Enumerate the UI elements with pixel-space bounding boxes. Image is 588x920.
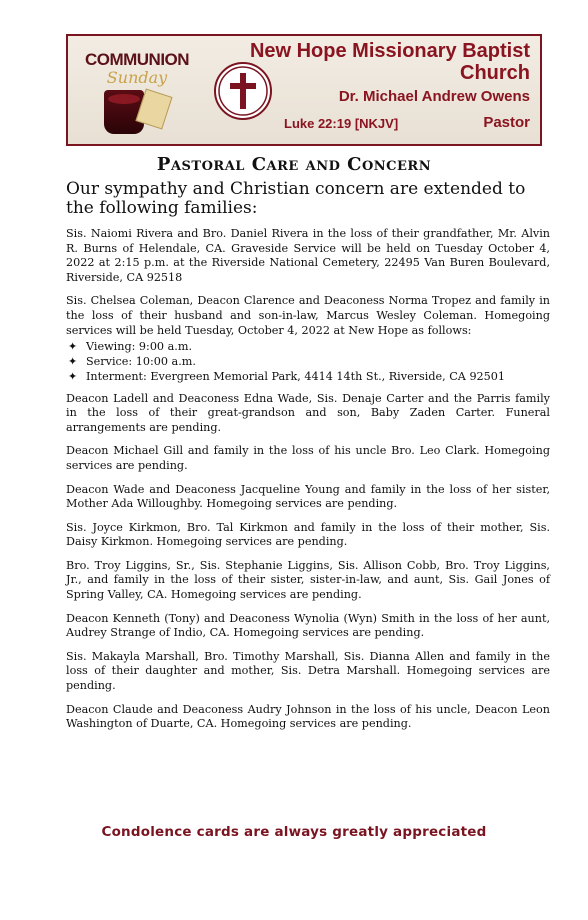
service-detail-text: Viewing: 9:00 a.m. [86, 340, 192, 354]
service-detail-item [66, 355, 550, 370]
concern-paragraph: Deacon Kenneth (Tony) and Deaconess Wynolia (Wyn) Smith in the loss of her aunt, Audrey Strange of Indio, CA. Homegoing services are pending. [66, 611, 550, 640]
pastor-name: Dr. Michael Andrew Owens [338, 88, 530, 105]
four-point-star-icon: ✦ [68, 354, 78, 368]
pastor-title: Pastor [483, 114, 530, 131]
condolence-note: Condolence cards are always greatly appreciated [101, 824, 487, 840]
concerns-list [66, 227, 550, 741]
concern-paragraph: Bro. Troy Liggins, Sr., Sis. Stephanie Liggins, Sis. Allison Cobb, Bro. Troy Liggins, Jr., and family in the loss of their sister, sister-in-law, and aunt, Sis. Gail Jones of Spring Valley, CA. Homegoing services are pending. [66, 558, 550, 602]
church-name: New Hope Missionary Baptist Church [249, 40, 530, 84]
service-detail-item [66, 340, 550, 355]
communion-subtitle: Sunday [106, 68, 168, 87]
service-detail-item [66, 370, 550, 385]
intro-text: Our sympathy and Christian concern are extended to the following families: [66, 179, 526, 218]
concern-paragraph: Sis. Chelsea Coleman, Deacon Clarence and Deaconess Norma Tropez and family in the loss of their husband and son-in-law, Marcus Wesley Coleman. Homegoing services will be held Tuesday, October 4, 2022 at New Hope as follows: [66, 294, 550, 337]
communion-sunday-graphic [74, 42, 198, 140]
four-point-star-icon: ✦ [68, 340, 78, 354]
service-detail-text: Interment: Evergreen Memorial Park, 4414 14th St., Riverside, CA 92501 [86, 369, 506, 383]
communion-title: COMMUNION [84, 50, 190, 69]
concern-paragraph: Deacon Ladell and Deaconess Edna Wade, Sis. Denaje Carter and the Parris family in the loss of their great-grandson and son, Baby Zaden Carter. Funeral arrangements are pending. [66, 391, 550, 434]
service-details-list [66, 340, 550, 384]
concern-paragraph: Deacon Claude and Deaconess Audry Johnson in the loss of his uncle, Deacon Leon Washington of Duarte, CA. Homegoing services are pending. [66, 702, 550, 731]
service-detail-text: Service: 10:00 a.m. [86, 354, 196, 368]
concern-paragraph: Deacon Michael Gill and family in the loss of his uncle Bro. Leo Clark. Homegoing services are pending. [66, 444, 550, 472]
scripture-reference: Luke 22:19 [NKJV] [284, 116, 399, 131]
concern-paragraph: Sis. Joyce Kirkmon, Bro. Tal Kirkmon and family in the loss of their mother, Sis. Daisy Kirkmon. Homegoing services are pending. [66, 520, 550, 549]
concern-paragraph: Sis. Naiomi Rivera and Bro. Daniel Rivera in the loss of their grandfather, Mr. Alvin R. Burns of Helendale, CA. Graveside Service will be held on Tuesday October 4, 2022 at 2:15 p.m. at the Riverside National Cemetery, 22495 Van Buren Boulevard, Riverside, CA 92518 [66, 227, 550, 284]
four-point-star-icon: ✦ [68, 369, 78, 383]
concern-paragraph: Deacon Wade and Deaconess Jacqueline Young and family in the loss of her sister, Mother Ada Willoughby. Homegoing services are pending. [66, 482, 550, 511]
page-title: Pastoral Care and Concern [156, 154, 432, 175]
church-banner [66, 34, 542, 146]
concern-paragraph: Sis. Makayla Marshall, Bro. Timothy Marshall, Sis. Dianna Allen and family in the loss of their daughter and mother, Sis. Detra Marshall. Homegoing services are pending. [66, 649, 550, 693]
